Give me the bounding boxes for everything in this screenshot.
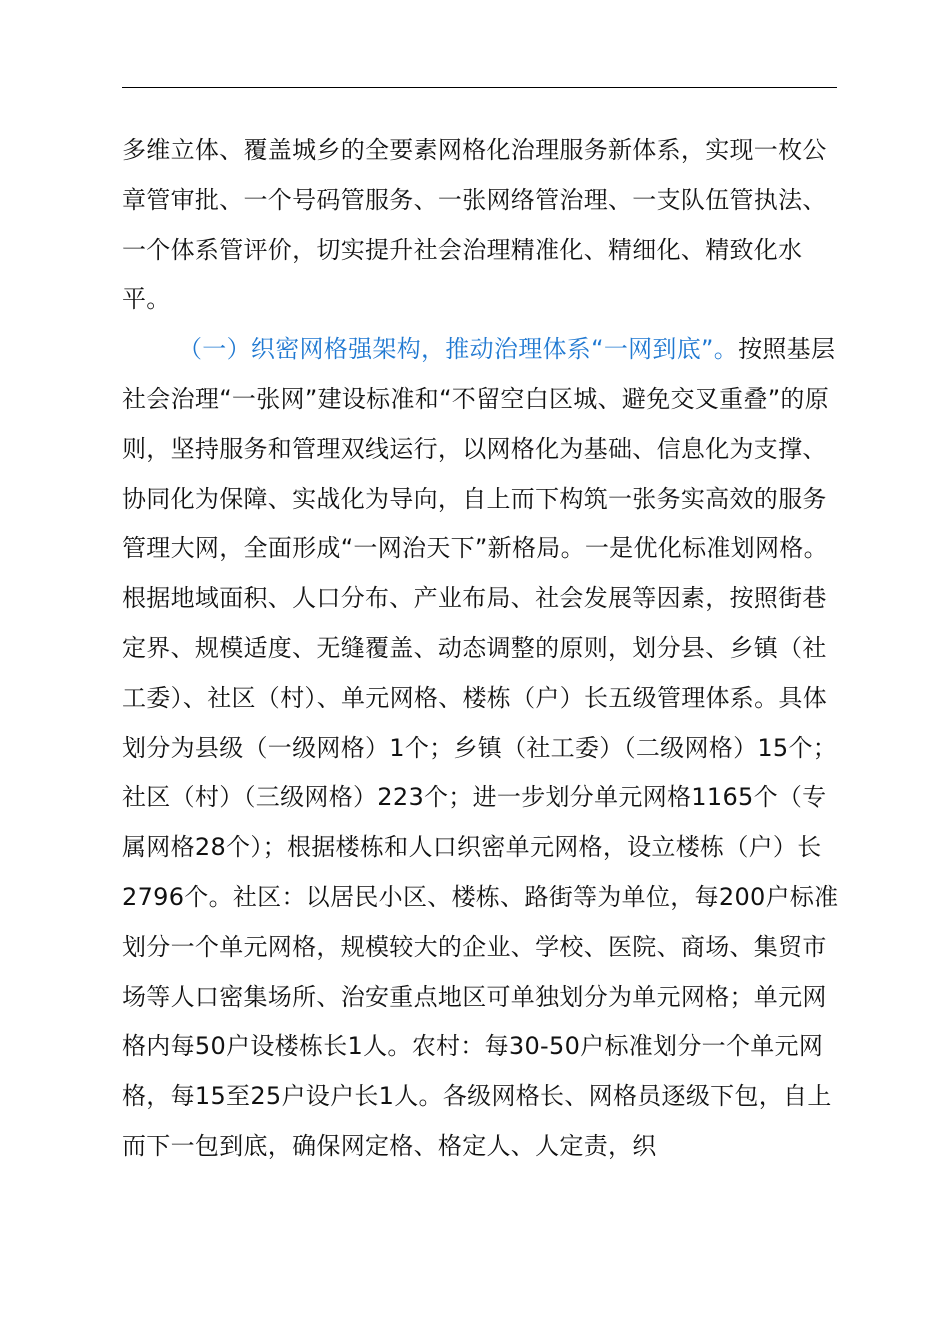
section-body-text: 按照基层社会治理“一张网”建设标准和“不留空白区城、避免交叉重叠”的原则，坚持服务和管理双线运行，以网格化为基础、信息化为支撑、协同化为保障、实战化为导向，自上而下构筑一张务实高效的服务管理大网，全面形成“一网治天下”新格局。一是优化标准划网格。根据地域面积、人口分布、产业布局、社会发展等因素，按照街巷定界、规模适度、无缝覆盖、动态调整的原则，划分县、乡镇（社工委）、社区（村）、单元网格、楼栋（户）长五级管理体系。具体划分为县级（一级网格）1个；乡镇（社工委）（二级网格）15个；社区（村）（三级网格）223个；进一步划分单元网格1165个（专属网格28个）；根据楼栋和人口织密单元网格，设立楼栋（户）长2796个。社区：以居民小区、楼栋、路街等为单位，每200户标准划分一个单元网格，规模较大的企业、学校、医院、商场、集贸市场等人口密集场所、治安重点地区可单独划分为单元网格；单元网格内每50户设楼栋长1人。农村：每30-50户标准划分一个单元网格，每15至25户设户长1人。各级网格长、网格员逐级下包，自上而下一包到底，确保网定格、格定人、人定责，织 [122, 335, 839, 1160]
section-heading: （一）织密网格强架构，推动治理体系“一网到底”。 [178, 335, 739, 364]
paragraph-section-one [122, 325, 842, 1172]
header-rule [122, 87, 837, 88]
paragraph-continuation: 多维立体、覆盖城乡的全要素网格化治理服务新体系，实现一枚公章管审批、一个号码管服务、一张网络管治理、一支队伍管执法、一个体系管评价，切实提升社会治理精准化、精细化、精致化水平。 [122, 136, 827, 314]
document-body [122, 126, 842, 1172]
